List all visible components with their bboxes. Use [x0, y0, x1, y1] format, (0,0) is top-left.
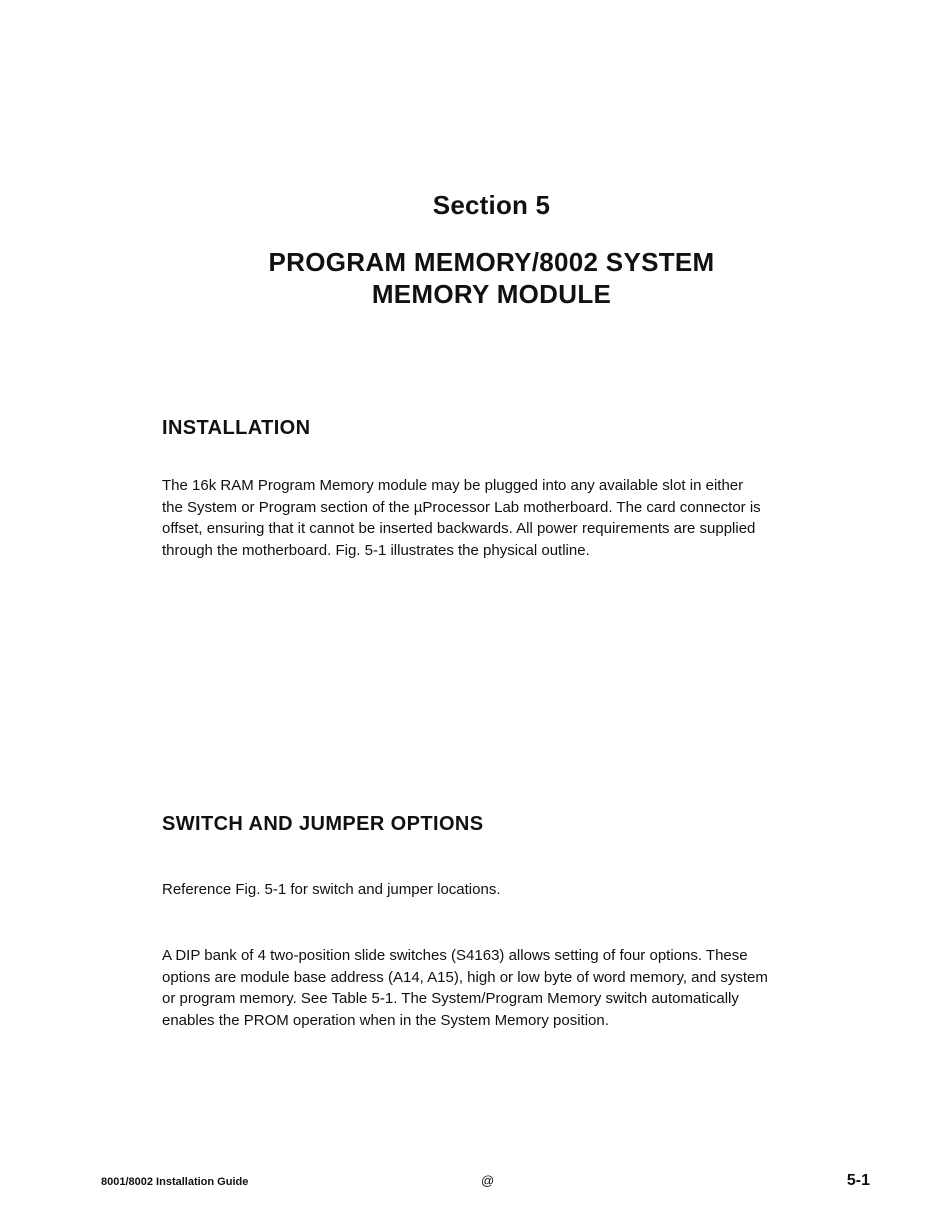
- paragraph-line: The 16k RAM Program Memory module may be plugged into any available slot in either: [162, 477, 744, 494]
- chapter-title-line: PROGRAM MEMORY/8002 SYSTEM: [268, 247, 715, 277]
- installation-heading: INSTALLATION: [162, 417, 311, 439]
- paragraph-line: offset, ensuring that it cannot be inserted backwards. All power requirements are supplied: [162, 520, 756, 538]
- paragraph-line: enables the PROM operation when in the System Memory position.: [162, 1011, 609, 1029]
- paragraph-line: through the motherboard. Fig. 5-1 illustrates the physical outline.: [162, 541, 590, 559]
- dip-switch-paragraph: [162, 945, 842, 1031]
- footer-mark: @: [481, 1173, 495, 1188]
- section-label: Section 5: [432, 190, 551, 220]
- switch-jumper-heading: SWITCH AND JUMPER OPTIONS: [162, 813, 484, 835]
- paragraph-line: A DIP bank of 4 two-position slide switches (S4163) allows setting of four options. These: [162, 947, 748, 964]
- paragraph-line: Reference Fig. 5-1 for switch and jumper locations.: [162, 881, 501, 898]
- installation-paragraph: [162, 475, 842, 561]
- page-number: 5-1: [846, 1172, 870, 1189]
- paragraph-line: the System or Program section of the µProcessor Lab motherboard. The card connector is: [162, 498, 761, 516]
- chapter-title: [0, 246, 950, 310]
- reference-paragraph: [162, 879, 842, 901]
- chapter-title-line: MEMORY MODULE: [371, 279, 612, 309]
- paragraph-line: or program memory. See Table 5-1. The System/Program Memory switch automatically: [162, 990, 739, 1008]
- footer-guide-title: 8001/8002 Installation Guide: [101, 1176, 249, 1188]
- paragraph-line: options are module base address (A14, A15), high or low byte of word memory, and system: [162, 968, 768, 986]
